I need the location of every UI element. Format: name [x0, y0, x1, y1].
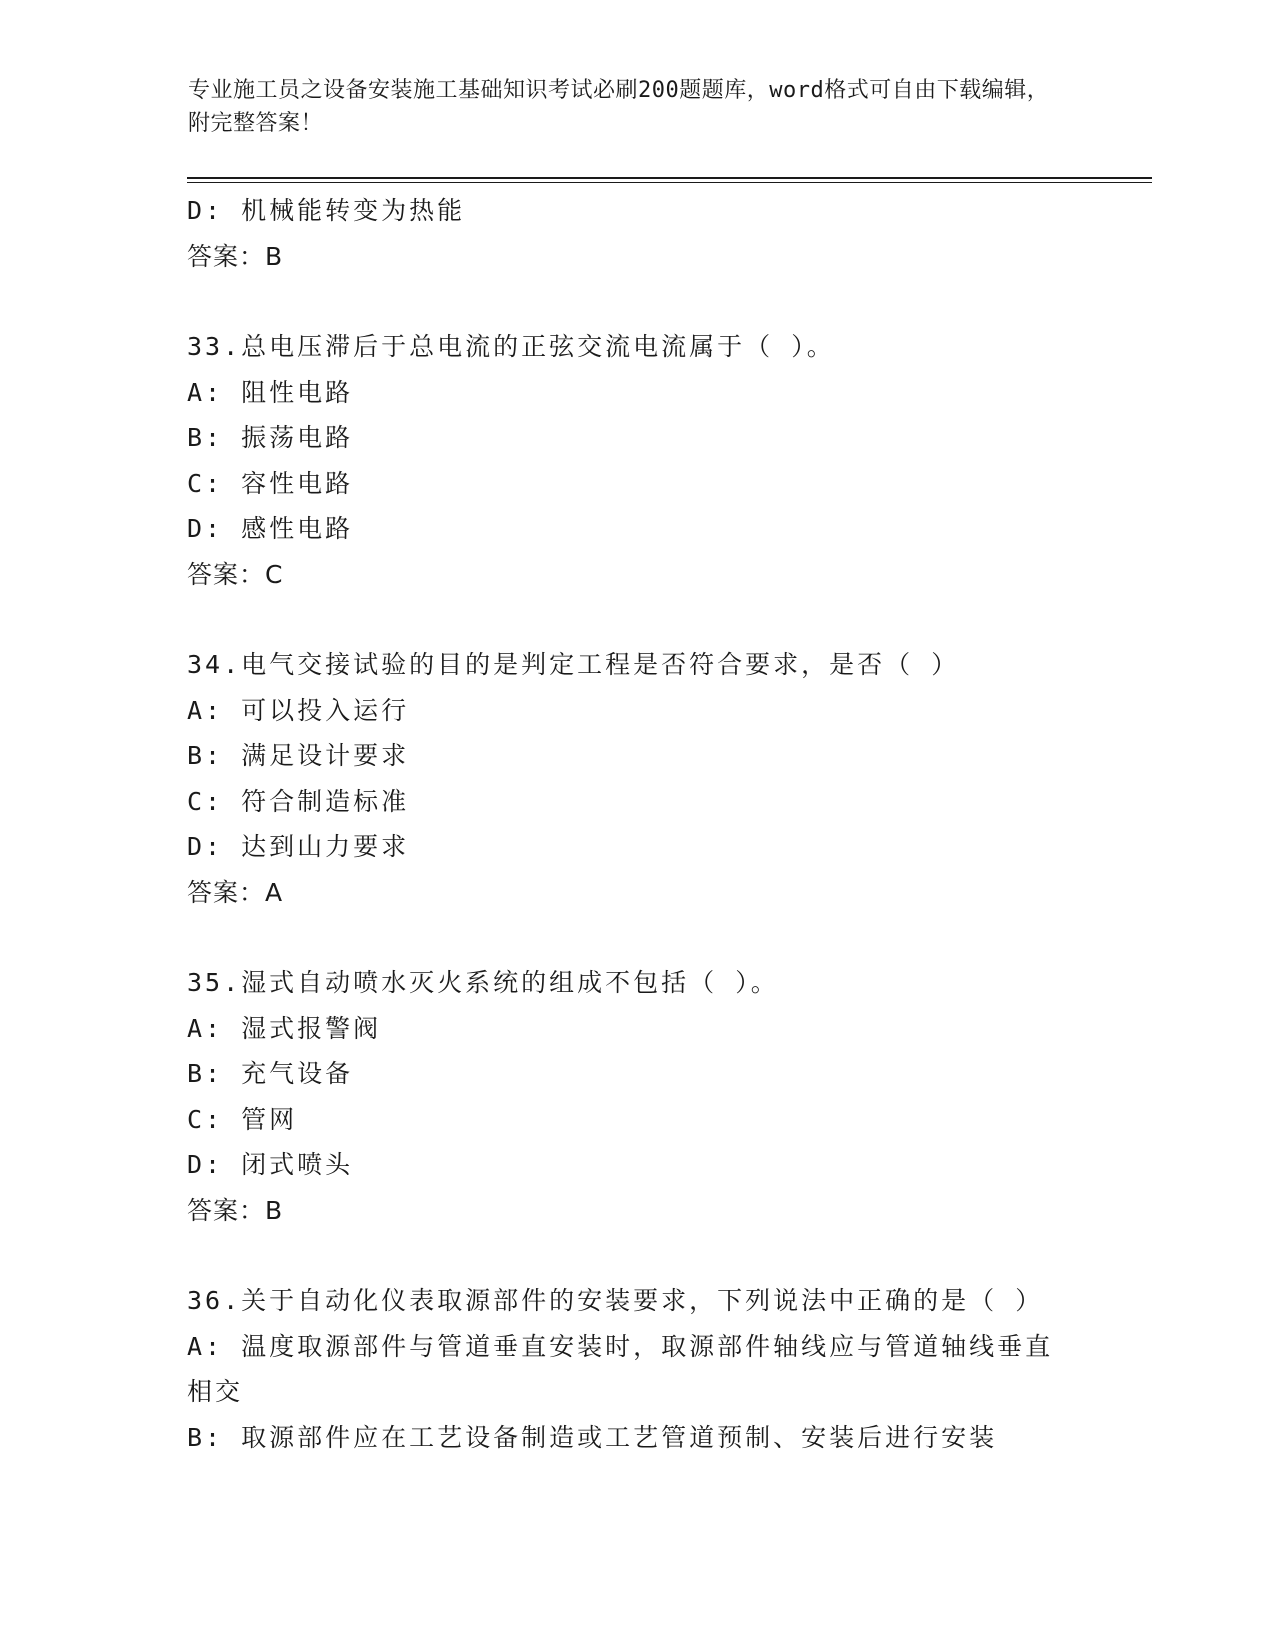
question-block-35	[187, 960, 1087, 1233]
question-text: 35.湿式自动喷水灭火系统的组成不包括（ ）。	[187, 968, 779, 997]
option-b: B: 充气设备	[187, 1059, 354, 1088]
option-d: D: 感性电路	[187, 514, 354, 543]
option-a: A: 温度取源部件与管道垂直安装时，取源部件轴线应与管道轴线垂直相交	[187, 1331, 1054, 1406]
option-d: D: 闭式喷头	[187, 1150, 354, 1179]
option-a: A: 阻性电路	[187, 377, 354, 407]
answer: 答案：B	[187, 1195, 284, 1225]
spacer	[187, 1233, 1087, 1278]
question-text: 34.电气交接试验的目的是判定工程是否符合要求，是否（ ）	[187, 650, 960, 679]
answer: 答案：A	[187, 877, 284, 907]
spacer	[187, 915, 1087, 960]
option-b: B: 振荡电路	[187, 423, 354, 452]
option-a: A: 可以投入运行	[187, 695, 410, 725]
header-title: 专业施工员之设备安装施工基础知识考试必刷200题题库，word格式可自由下载编辑，附完整答案！	[188, 78, 1050, 136]
question-block-36	[187, 1278, 1087, 1460]
question-block-33	[187, 324, 1087, 597]
spacer	[187, 279, 1087, 324]
question-list	[187, 188, 1087, 1460]
question-block-34	[187, 642, 1087, 915]
option-b: B: 取源部件应在工艺设备制造或工艺管道预制、安装后进行安装	[187, 1422, 998, 1452]
option-a: A: 湿式报警阀	[187, 1013, 382, 1043]
question-text: 36.关于自动化仪表取源部件的安装要求，下列说法中正确的是（ ）	[187, 1286, 1044, 1315]
option-c: C: 容性电路	[187, 468, 354, 498]
option-d: D: 达到山力要求	[187, 832, 410, 861]
header-rule-thick	[187, 177, 1152, 179]
header-rule-thin	[187, 182, 1152, 183]
option-d: D: 机械能转变为热能	[187, 196, 466, 225]
document-header	[188, 74, 1068, 140]
option-b: B: 满足设计要求	[187, 741, 410, 770]
question-text: 33.总电压滞后于总电流的正弦交流电流属于（ ）。	[187, 332, 835, 361]
option-c: C: 符合制造标准	[187, 786, 410, 816]
spacer	[187, 597, 1087, 642]
option-c: C: 管网	[187, 1104, 298, 1134]
answer: 答案：C	[187, 559, 284, 589]
answer: 答案：B	[187, 241, 284, 271]
